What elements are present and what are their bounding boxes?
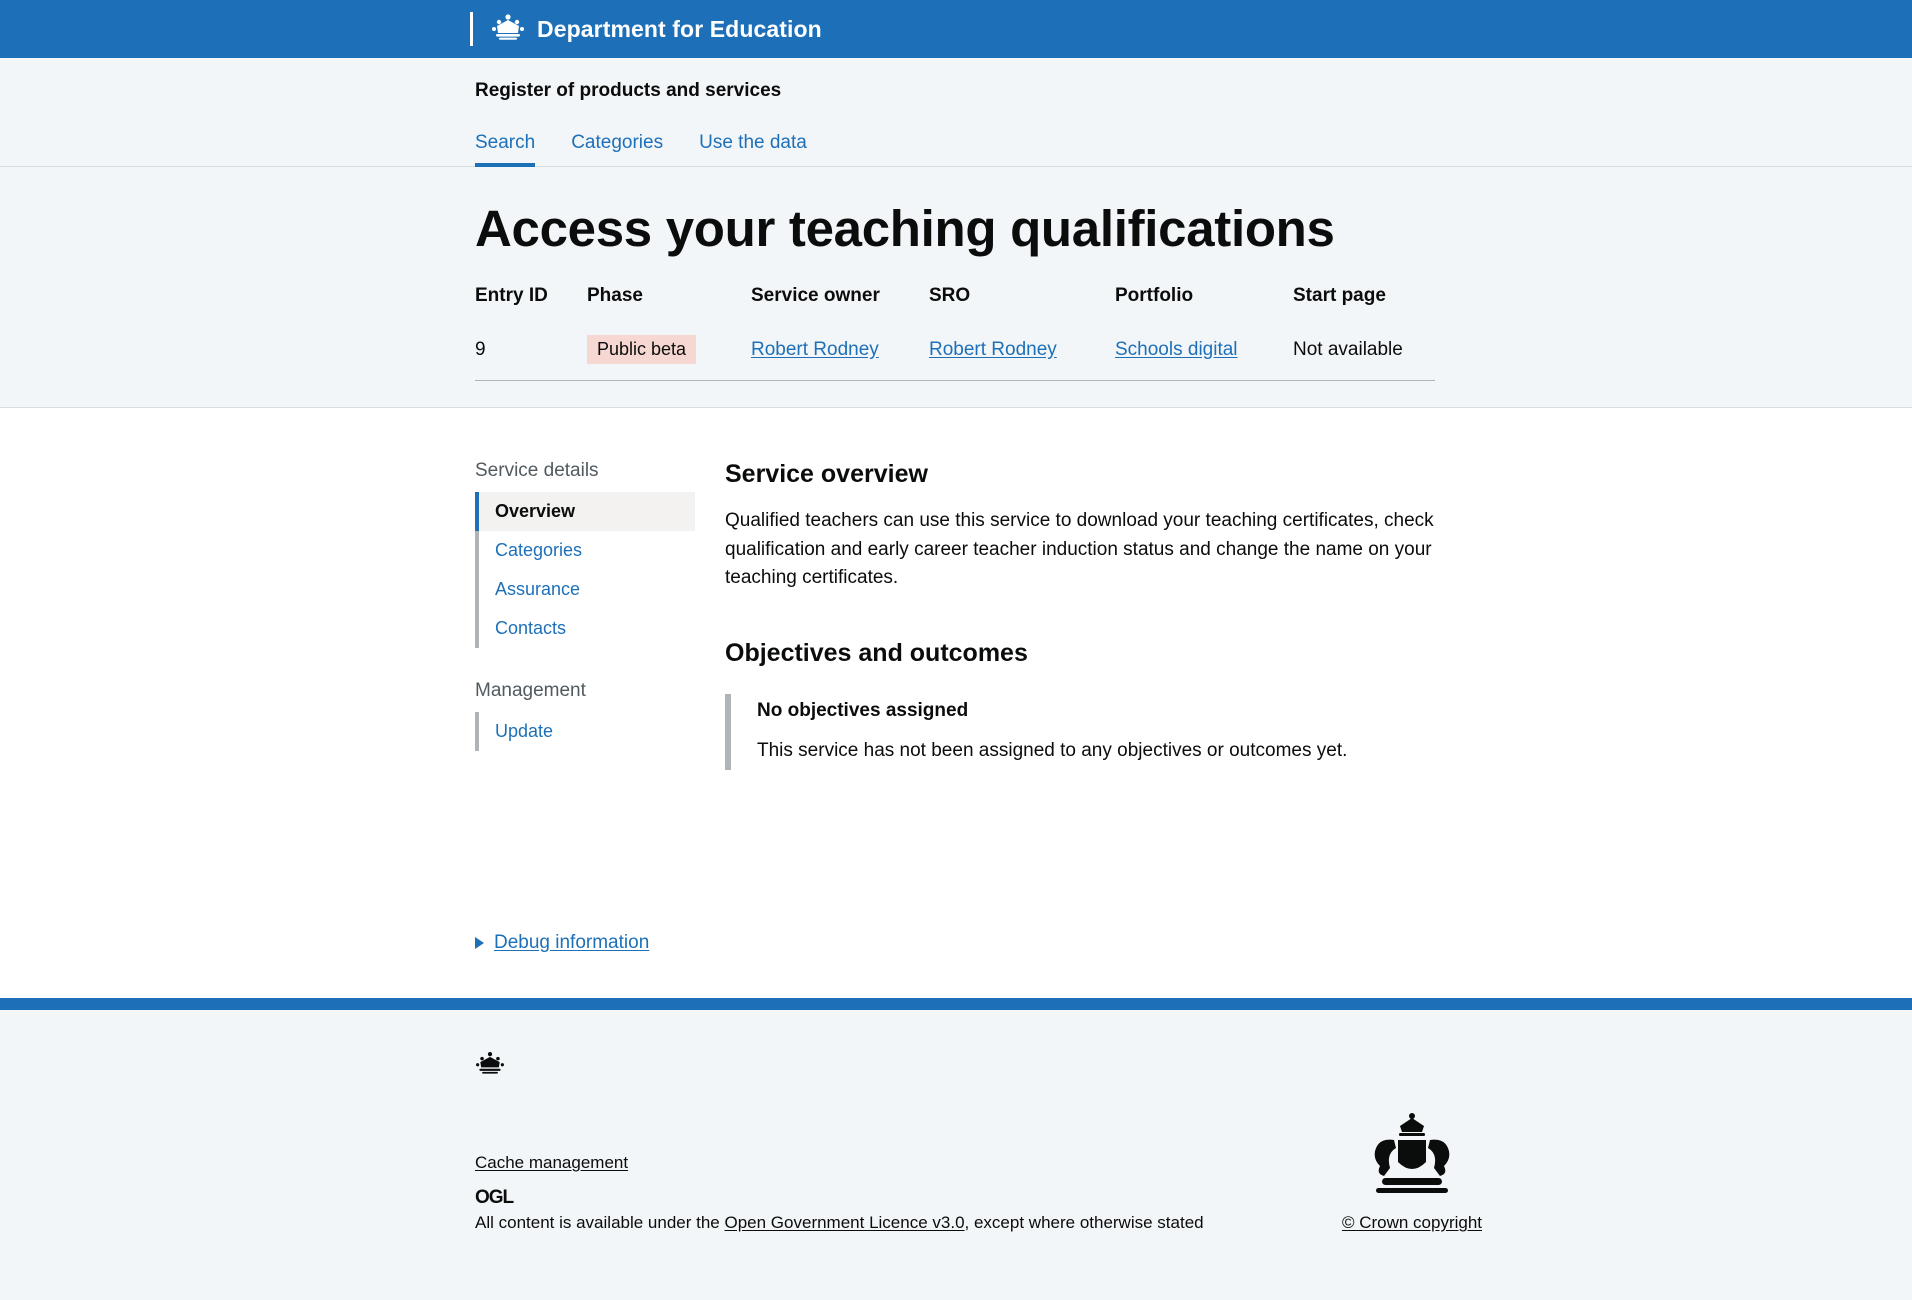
- objectives-inset: [725, 694, 1445, 770]
- footer-top-rule: [0, 998, 1912, 1010]
- gov-header: [0, 0, 1912, 58]
- service-overview-text: Qualified teachers can use this service to download your teaching certificates, check qualification and early career teacher induction status and change the name on your teaching certificates.: [725, 510, 1434, 589]
- header-portfolio: Portfolio: [1115, 285, 1194, 307]
- licence-suffix: , except where otherwise stated: [964, 1213, 1204, 1233]
- header-entry-id: Entry ID: [475, 285, 548, 307]
- debug-information-link[interactable]: Debug information: [494, 932, 650, 954]
- crown-copyright-link[interactable]: © Crown copyright: [1341, 1213, 1483, 1233]
- sidebar-item-assurance[interactable]: Assurance: [475, 570, 695, 609]
- cell-service-owner: [751, 321, 929, 381]
- sro-link[interactable]: Robert Rodney: [929, 338, 1057, 360]
- ogl-logo: OGL: [475, 1187, 514, 1209]
- licence-prefix: All content is available under the: [475, 1213, 725, 1233]
- table-header-row: [475, 285, 1435, 321]
- status-badge: Public beta: [587, 335, 696, 364]
- sidebar-item-overview[interactable]: Overview: [475, 492, 695, 531]
- cell-sro: [929, 321, 1115, 381]
- sidebar-item-update[interactable]: Update: [475, 712, 695, 751]
- sidebar-item-contacts[interactable]: Contacts: [475, 609, 695, 648]
- service-navigation-band: [0, 58, 1912, 167]
- service-owner-link[interactable]: Robert Rodney: [751, 338, 879, 360]
- sidebar-heading-service-details: Service details: [475, 460, 599, 482]
- inset-body: This service has not been assigned to any objectives or outcomes yet.: [757, 739, 1348, 761]
- gov-header-brand[interactable]: [470, 12, 822, 46]
- crown-icon: [491, 13, 525, 46]
- cell-phase: [587, 321, 751, 381]
- tab-categories[interactable]: Categories: [571, 132, 664, 153]
- primary-nav: [475, 122, 1912, 166]
- service-overview-heading: Service overview: [725, 460, 928, 489]
- cell-portfolio: [1115, 321, 1293, 381]
- sidebar-item-categories[interactable]: Categories: [475, 531, 695, 570]
- debug-information-row[interactable]: [0, 878, 1912, 998]
- header-service-owner: Service owner: [751, 285, 880, 307]
- department-name: Department for Education: [537, 15, 822, 42]
- header-phase: Phase: [587, 285, 643, 307]
- header-divider: [470, 12, 473, 46]
- page-hero: [0, 167, 1912, 408]
- royal-coat-of-arms-icon: [1356, 1183, 1468, 1200]
- royal-coat-of-arms-block: [1312, 1110, 1512, 1233]
- cache-management-link[interactable]: Cache management: [475, 1153, 629, 1173]
- portfolio-link[interactable]: Schools digital: [1115, 338, 1238, 360]
- service-meta-table: [475, 285, 1435, 381]
- crown-icon: [475, 1050, 1912, 1081]
- objectives-heading: Objectives and outcomes: [725, 638, 1028, 667]
- sidebar-heading-management: Management: [475, 680, 586, 702]
- cell-entry-id: 9: [475, 321, 587, 381]
- header-start-page: Start page: [1293, 285, 1386, 307]
- cell-start-page: Not available: [1293, 321, 1435, 381]
- side-navigation: [475, 460, 695, 878]
- service-name: Register of products and services: [475, 80, 782, 101]
- inset-title: No objectives assigned: [757, 699, 969, 721]
- page-footer: [0, 1010, 1912, 1300]
- main-content: [0, 408, 1912, 878]
- table-row: [475, 321, 1435, 381]
- content-column: [725, 460, 1445, 878]
- header-sro: SRO: [929, 285, 971, 307]
- tab-use-the-data[interactable]: Use the data: [699, 132, 807, 153]
- licence-statement: [475, 1213, 1912, 1233]
- open-government-licence-link[interactable]: Open Government Licence v3.0: [724, 1213, 965, 1233]
- triangle-right-icon: [475, 937, 484, 949]
- page-title: Access your teaching qualifications: [475, 200, 1335, 257]
- tab-search[interactable]: Search: [475, 132, 535, 166]
